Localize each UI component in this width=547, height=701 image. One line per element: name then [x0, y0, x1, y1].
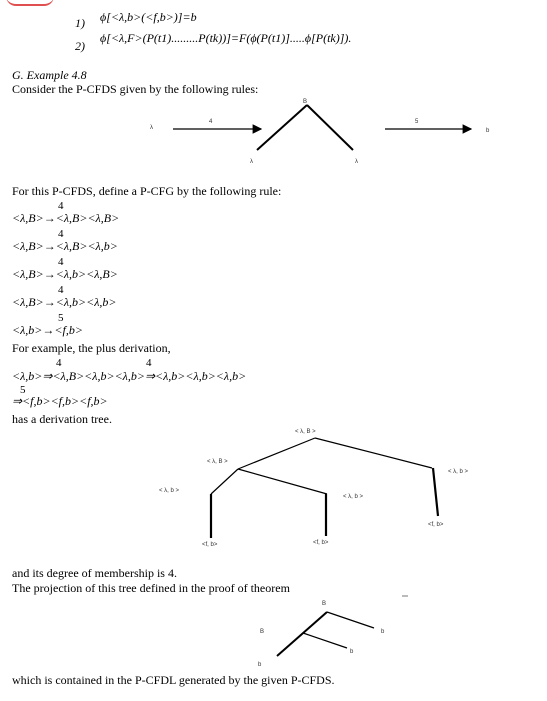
rule-3-weight: 4	[58, 256, 64, 268]
example-heading: G. Example 4.8	[12, 68, 87, 82]
edge-B-left	[257, 105, 307, 150]
rule-2-weight: 4	[58, 228, 64, 240]
edge-B-right	[307, 105, 353, 150]
rule-5: <λ,b>→<f,b>	[12, 323, 83, 337]
derivation-weight-c: 5	[20, 384, 26, 396]
pt-left-B: B	[260, 629, 265, 635]
item-1-number: 1)	[75, 16, 85, 30]
pcfg-intro: For this P-CFDS, define a P-CFG by the following rule:	[12, 184, 282, 198]
derivation-weight-a: 4	[56, 357, 62, 369]
rf-lambda-br: λ	[355, 159, 358, 165]
dt-edge-root-b	[315, 438, 432, 468]
projection-text: The projection of this tree defined in the proof of theorem	[12, 581, 290, 595]
dt-lr-b-label: < λ, b >	[343, 494, 364, 500]
derivation-line-1: <λ,b>⇒<λ,B><λ,b><λ,b>⇒<λ,b><λ,b><λ,b>	[12, 369, 247, 383]
rule-4-weight: 4	[58, 284, 64, 296]
dt-edge-b-leaf	[433, 468, 438, 516]
derivation-line-2: ⇒<f,b><f,b><f,b>	[12, 394, 108, 408]
dt-leaf-1: <f, b>	[202, 542, 218, 548]
rule-4: <λ,B>→<λ,b><λ,b>	[12, 295, 117, 309]
dt-left-B-label: < λ, B >	[207, 459, 228, 465]
pt-edge-main	[277, 612, 327, 656]
pt-top-B: B	[322, 601, 327, 607]
rf-node-b: b	[486, 128, 490, 134]
derivation-outro: has a derivation tree.	[12, 412, 112, 426]
dt-edge-B-ll	[211, 469, 238, 494]
pt-mid-b: b	[350, 649, 354, 655]
final-text: which is contained in the P-CFDL generated by the given P-CFDS.	[12, 673, 335, 687]
rule-1: <λ,B>→<λ,B><λ,B>	[12, 211, 120, 225]
item-1-formula: ϕ[<λ,b>(<f,b>)]=b	[100, 10, 197, 24]
dt-leaf-2: <f, b>	[313, 540, 329, 546]
dt-edge-root-B	[238, 438, 315, 469]
rule-3: <λ,B>→<λ,b><λ,B>	[12, 267, 118, 281]
rf-lambda-left: λ	[150, 125, 153, 131]
derivation-intro: For example, the plus derivation,	[12, 341, 171, 355]
rf-weight-4: 4	[209, 119, 213, 125]
item-2-formula: ϕ[<λ,F>(P(t1).........P(tk))]=F(ϕ(P(t1)].....ϕ[P(tk)]).	[100, 31, 352, 45]
item-2-number: 2)	[75, 39, 85, 53]
example-intro: Consider the P-CFDS given by the following rules:	[12, 82, 259, 96]
dt-ll-b-label: < λ, b >	[159, 488, 180, 494]
dt-root-label: < λ, B >	[295, 429, 316, 435]
pt-bottom-b: b	[258, 662, 262, 668]
rf-lambda-bl: λ	[250, 159, 253, 165]
pt-edge-right	[327, 612, 374, 628]
rule-2: <λ,B>→<λ,B><λ,b>	[12, 239, 118, 253]
rf-node-B: B	[303, 99, 308, 105]
dt-leaf-3: <f, b>	[428, 522, 444, 528]
derivation-weight-b: 4	[146, 357, 152, 369]
membership-text: and its degree of membership is 4.	[12, 566, 177, 580]
dt-edge-B-lr	[238, 469, 327, 494]
rf-weight-5: 5	[415, 119, 419, 125]
rule-1-weight: 4	[58, 200, 64, 212]
rule-5-weight: 5	[58, 312, 64, 324]
dt-right-b-label: < λ, b >	[448, 469, 469, 475]
pt-right-b: b	[381, 629, 385, 635]
pt-edge-mid	[303, 633, 347, 648]
